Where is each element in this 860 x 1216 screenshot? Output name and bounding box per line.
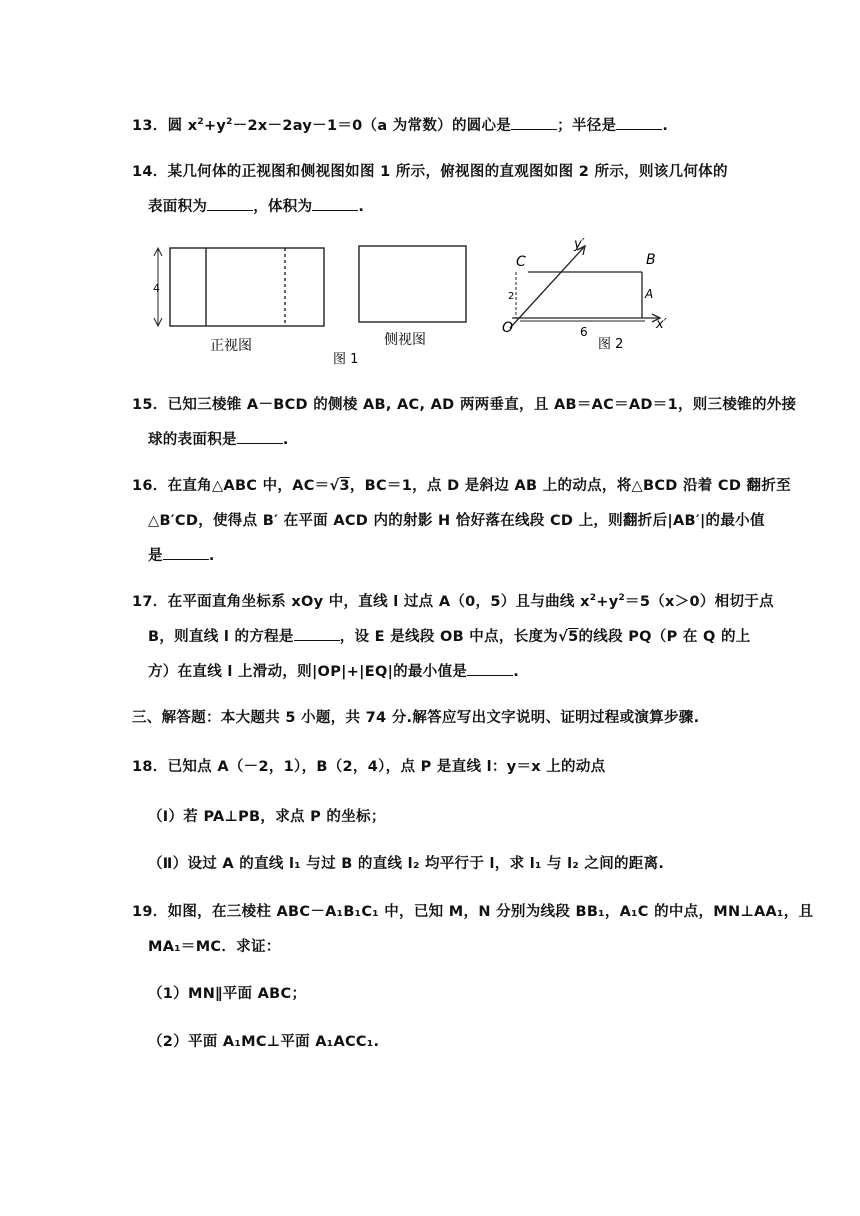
side-view-label: 侧视图 xyxy=(384,332,426,348)
point-c1-label: C xyxy=(516,254,526,270)
question-number: 13． xyxy=(132,118,168,134)
dim-6-label: 6 xyxy=(580,325,588,339)
question-16-line-1: 16．在直角△ABC 中，AC＝√3，BC＝1，点 D 是斜边 AB 上的动点，将△BCD 沿着 CD 翻折至 xyxy=(132,478,791,494)
answer-blank xyxy=(467,663,513,676)
axis-x-label: x′ xyxy=(656,317,667,332)
answer-blank xyxy=(237,431,283,444)
answer-blank xyxy=(511,117,557,130)
question-18-part-2: （Ⅱ）设过 A 的直线 l₁ 与过 B 的直线 l₂ 均平行于 l，求 l₁ 与 l₂ 之间的距离. xyxy=(148,856,665,872)
question-number: 19． xyxy=(132,904,168,920)
dim-4-label: 4 xyxy=(153,282,160,295)
section-3-heading: 三、解答题：本大题共 5 小题，共 74 分.解答应写出文字说明、证明过程或演算步骤. xyxy=(132,710,700,726)
question-15-line-2: 球的表面积是 . xyxy=(148,432,289,448)
answer-blank xyxy=(312,198,358,211)
question-19-line-2: MA₁＝MC．求证： xyxy=(148,939,281,955)
question-14-line-1: 14．某几何体的正视图和侧视图如图 1 所示，俯视图的直观图如图 2 所示，则该几何体的 xyxy=(132,164,728,180)
question-13: 13．圆 $x^2+y^2-2x-2ay-1=0(a$ 为常数）的圆心是 ；半径是 . xyxy=(132,117,669,134)
answer-blank xyxy=(163,547,209,560)
question-18-line-1: 18．已知点 A（－2，1），B（2，4），点 P 是直线 l：y＝x 上的动点 xyxy=(132,759,606,775)
figure-1-and-2 xyxy=(150,236,710,370)
point-b1-label: B xyxy=(646,252,656,268)
front-view xyxy=(154,248,324,326)
figure-1-label: 图 1 xyxy=(333,352,359,367)
answer-blank xyxy=(294,628,340,641)
question-number: 15． xyxy=(132,397,168,413)
question-14-line-2: 表面积为 ，体积为 . xyxy=(148,199,365,215)
question-19-line-1: 19．如图，在三棱柱 ABC－A₁B₁C₁ 中，已知 M，N 分别为线段 BB₁，A₁C 的中点，MN⊥AA₁，且 xyxy=(132,904,814,920)
dim-2-label: 2 xyxy=(508,291,515,302)
front-view-label: 正视图 xyxy=(210,338,252,354)
answer-blank xyxy=(616,117,662,130)
question-18-part-1: （Ⅰ）若 PA⊥PB，求点 P 的坐标； xyxy=(148,809,386,825)
side-view xyxy=(359,246,466,322)
question-15-line-1: 15．已知三棱锥 A－BCD 的侧棱 AB, AC, AD 两两垂直，且 AB＝AC＝AD＝1，则三棱锥的外接 xyxy=(132,397,797,413)
question-17-line-3: 方）在直线 l 上滑动，则|OP|+|EQ|的最小值是 . xyxy=(148,664,519,680)
question-17-line-2: B，则直线 l 的方程是 ，设 E 是线段 OB 中点，长度为√5的线段 PQ（P 在 Q 的上 xyxy=(148,629,751,645)
answer-blank xyxy=(207,198,253,211)
question-19-part-2: （2）平面 A₁MC⊥平面 A₁ACC₁. xyxy=(148,1034,380,1050)
point-a1-label: A xyxy=(645,287,654,301)
question-19-part-1: （1）MN∥平面 ABC； xyxy=(148,986,307,1002)
question-number: 18． xyxy=(132,759,168,775)
figure-2-label: 图 2 xyxy=(598,337,624,352)
question-number: 14． xyxy=(132,164,168,180)
question-16-line-2: △B′CD，使得点 B′ 在平面 ACD 内的射影 H 恰好落在线段 CD 上，则翻折后|AB′|的最小值 xyxy=(148,513,765,529)
axis-y-label: y′ xyxy=(574,237,585,252)
point-o1-label: O xyxy=(502,320,514,336)
question-number: 17． xyxy=(132,594,168,610)
question-number: 16． xyxy=(132,478,168,494)
question-16-line-3: 是 . xyxy=(148,548,215,564)
question-17-line-1: 17．在平面直角坐标系 xOy 中，直线 l 过点 A（0，5）且与曲线 $x^2+y^2=5(x>0)$相切于点 xyxy=(132,593,774,610)
oblique-top-view xyxy=(510,246,660,328)
